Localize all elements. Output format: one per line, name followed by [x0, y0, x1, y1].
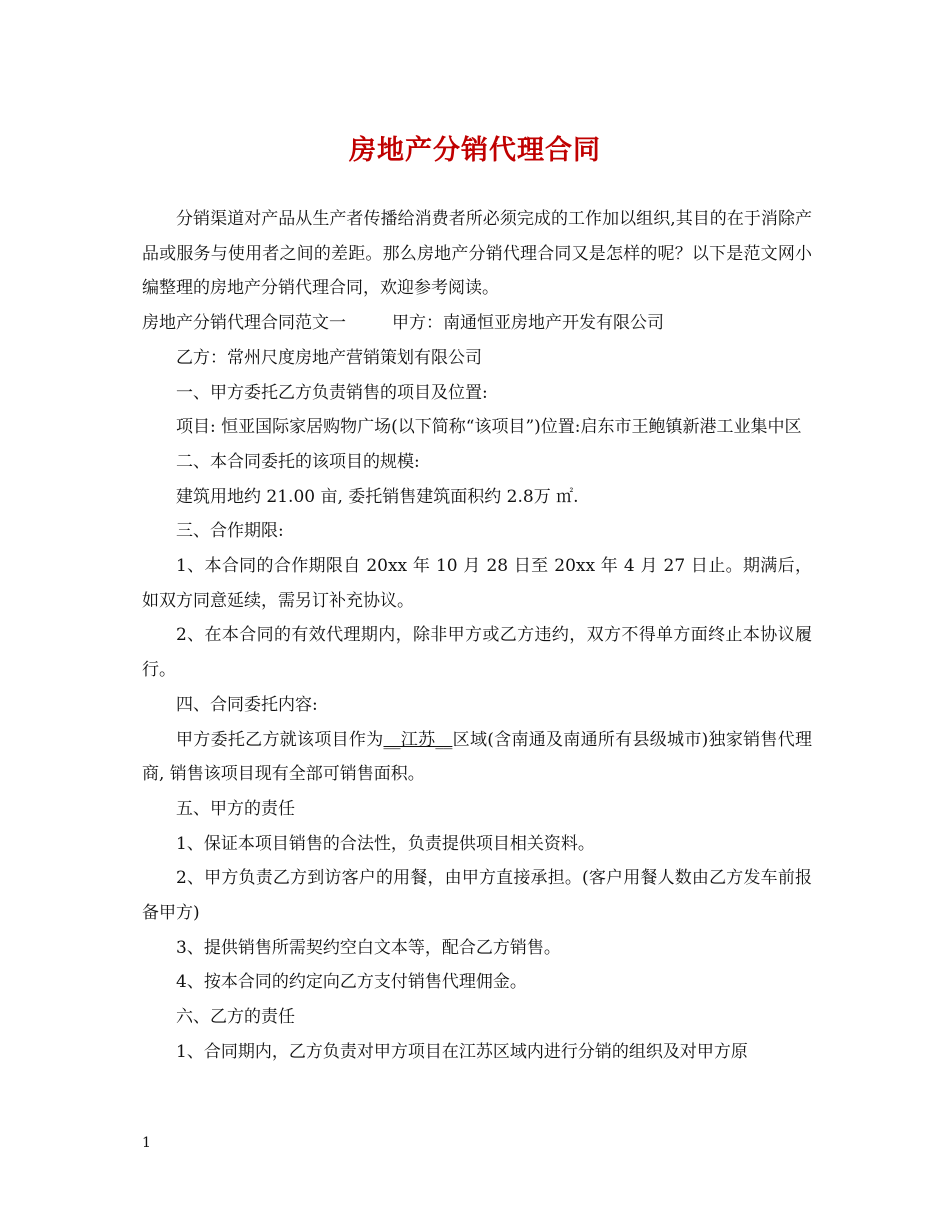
- party-a: 甲方：南通恒亚房地产开发有限公司: [392, 313, 664, 334]
- section4-region: __江苏__: [383, 729, 453, 750]
- section4-body-suffix: 区域(含南通及南通所有县级城市)独家销售代理商, 销售该项目现有全部可销售面积。: [142, 729, 813, 785]
- section2-title: 二、本合同委托的该项目的规模:: [176, 451, 420, 472]
- section5-item3: 3、提供销售所需契约空白文本等，配合乙方销售。: [176, 937, 561, 958]
- section5-item1: 1、保证本项目销售的合法性，负责提供项目相关资料。: [176, 833, 595, 854]
- section3-item1: 1、本合同的合作期限自 20xx 年 10 月 28 日至 20xx 年 4 月 27 日止。期满后，如双方同意延续，需另订补充协议。: [142, 556, 812, 611]
- section5-title: 五、甲方的责任: [176, 798, 295, 819]
- party-b: 乙方：常州尺度房地产营销策划有限公司: [176, 347, 482, 368]
- document-title: 房地产分销代理合同: [349, 135, 601, 166]
- section3-item2: 2、在本合同的有效代理期内，除非甲方或乙方违约，双方不得单方面终止本协议履行。: [142, 625, 812, 681]
- section4-body-prefix: 甲方委托乙方就该项目作为: [176, 729, 384, 750]
- page-number: 1: [142, 1135, 151, 1151]
- section6-item1: 1、合同期内，乙方负责对甲方项目在江苏区域内进行分销的组织及对甲方原: [176, 1041, 748, 1062]
- section2-body: 建筑用地约 21.00 亩, 委托销售建筑面积约 2.8万 ㎡.: [176, 486, 579, 507]
- section5-item2: 2、甲方负责乙方到访客户的用餐，由甲方直接承担。(客户用餐人数由乙方发车前报备甲方): [142, 868, 812, 924]
- sample-heading: 房地产分销代理合同范文一: [142, 313, 346, 334]
- section4-body: [142, 723, 812, 792]
- section5-item4: 4、按本合同的约定向乙方支付销售代理佣金。: [176, 972, 527, 993]
- section4-title: 四、合同委托内容:: [176, 694, 318, 715]
- document-body: [142, 202, 812, 1070]
- section1-title: 一、甲方委托乙方负责销售的项目及位置:: [176, 382, 488, 403]
- section1-body: 项目: 恒亚国际家居购物广场(以下简称“该项目”)位置:启东市王鲍镇新港工业集中区: [176, 417, 802, 438]
- section3-title: 三、合作期限:: [176, 521, 284, 542]
- intro-paragraph: 分销渠道对产品从生产者传播给消费者所必须完成的工作加以组织,其目的在于消除产品或服务与使用者之间的差距。那么房地产分销代理合同又是怎样的呢？以下是范文网小编整理的房地产分销代理合同，欢迎参考阅读。: [142, 209, 812, 299]
- sample-heading-line: [142, 306, 812, 341]
- section6-title: 六、乙方的责任: [176, 1007, 295, 1028]
